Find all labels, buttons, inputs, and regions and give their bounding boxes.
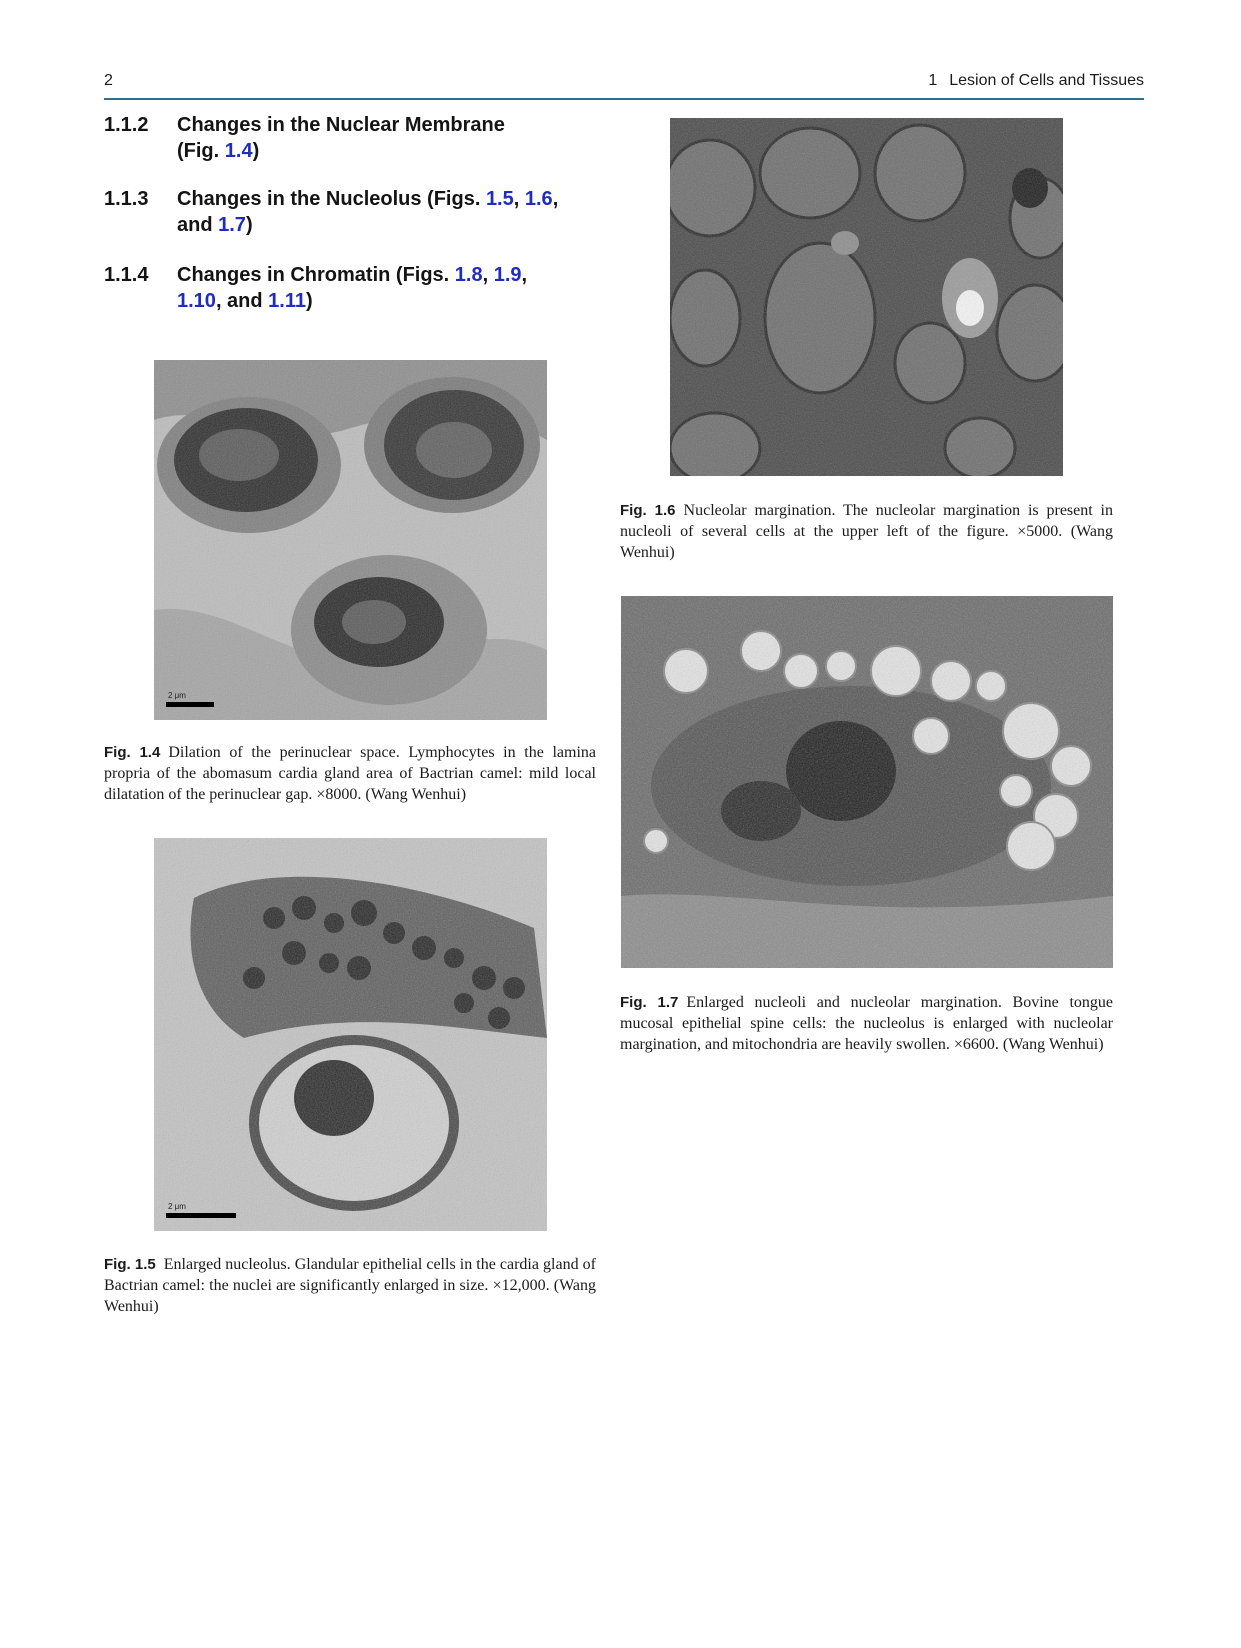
figure-link[interactable]: 1.10 bbox=[177, 290, 216, 312]
section-title-text: Changes in the Nucleolus (Figs. bbox=[177, 188, 486, 210]
micrograph-1-4 bbox=[154, 360, 547, 720]
caption-text: Enlarged nucleoli and nucleolar margination. Bovine tongue mucosal epithelial spine cells: the nucleolus is enlarged with nucleolar margination, and mitochondria are heavily swollen. ×6600. (Wang Wenhui) bbox=[620, 994, 1113, 1053]
figure-1-5-caption bbox=[104, 1254, 596, 1317]
section-title bbox=[177, 186, 577, 238]
section-title bbox=[177, 112, 577, 164]
scale-bar bbox=[166, 702, 214, 707]
micrograph-1-6 bbox=[670, 118, 1063, 476]
section-title-text: Changes in Chromatin (Figs. bbox=[177, 264, 455, 286]
figure-1-4-image bbox=[154, 360, 547, 720]
page-number: 2 bbox=[104, 72, 113, 89]
scale-bar bbox=[166, 1213, 236, 1218]
figure-link[interactable]: 1.6 bbox=[524, 188, 553, 210]
caption-text: Enlarged nucleolus. Glandular epithelial cells in the cardia gland of Bactrian camel: the nuclei are significantly enlarged in size. ×12,000. (Wang Wenhui) bbox=[104, 1256, 596, 1315]
figure-link[interactable]: 1.5 bbox=[485, 188, 514, 210]
section-title-text: ) bbox=[245, 214, 253, 236]
caption-text: Nucleolar margination. The nucleolar margination is present in nucleoli of several cells at the upper left of the figure. ×5000. (Wang Wenhui) bbox=[620, 502, 1113, 561]
section-1-1-3 bbox=[104, 186, 574, 242]
micrograph-1-5 bbox=[154, 838, 547, 1231]
figure-link[interactable]: 1.11 bbox=[268, 290, 306, 312]
figure-1-4-caption bbox=[104, 742, 596, 805]
figure-label: Fig. 1.6 bbox=[620, 502, 676, 519]
section-number: 1.1.3 bbox=[104, 188, 149, 210]
figure-link[interactable]: 1.8 bbox=[454, 264, 483, 286]
chapter-number: 1 bbox=[928, 72, 938, 89]
section-number: 1.1.2 bbox=[104, 114, 149, 136]
chapter-heading bbox=[928, 72, 1144, 90]
section-title-text: Changes in the Nuclear Membrane bbox=[177, 114, 505, 136]
figure-label: Fig. 1.4 bbox=[104, 744, 161, 761]
running-header bbox=[104, 70, 1144, 100]
figure-label: Fig. 1.5 bbox=[104, 1256, 156, 1273]
figure-link[interactable]: 1.7 bbox=[218, 214, 246, 236]
figure-1-5-image bbox=[154, 838, 547, 1231]
chapter-title: Lesion of Cells and Tissues bbox=[949, 72, 1144, 89]
section-title-text: , bbox=[482, 264, 494, 286]
section-title-text: and bbox=[177, 214, 219, 236]
figure-link[interactable]: 1.9 bbox=[493, 264, 522, 286]
section-title-text: ) bbox=[252, 140, 260, 162]
section-1-1-2 bbox=[104, 112, 574, 168]
section-1-1-4 bbox=[104, 262, 574, 318]
section-title bbox=[177, 262, 577, 314]
section-title-text: ) bbox=[306, 290, 313, 312]
section-title-text: , bbox=[552, 188, 559, 210]
figure-1-7-image bbox=[621, 596, 1113, 968]
figure-1-6-image bbox=[670, 118, 1063, 476]
caption-text: Dilation of the perinuclear space. Lymphocytes in the lamina propria of the abomasum cardia gland area of Bactrian camel: mild local dilatation of the perinuclear gap. ×8000. (Wang Wenhui) bbox=[104, 744, 596, 803]
section-title-text: , and bbox=[215, 290, 269, 312]
figure-1-6-caption bbox=[620, 500, 1113, 563]
scale-bar-label: 2 μm bbox=[168, 1202, 186, 1211]
section-title-text: , bbox=[521, 264, 528, 286]
scale-bar-label: 2 μm bbox=[168, 691, 186, 700]
figure-link[interactable]: 1.4 bbox=[224, 140, 253, 162]
section-title-text: (Fig. bbox=[177, 140, 225, 162]
section-number: 1.1.4 bbox=[104, 264, 149, 286]
figure-1-7-caption bbox=[620, 992, 1113, 1055]
micrograph-1-7 bbox=[621, 596, 1113, 968]
section-title-text: , bbox=[513, 188, 525, 210]
figure-label: Fig. 1.7 bbox=[620, 994, 679, 1011]
